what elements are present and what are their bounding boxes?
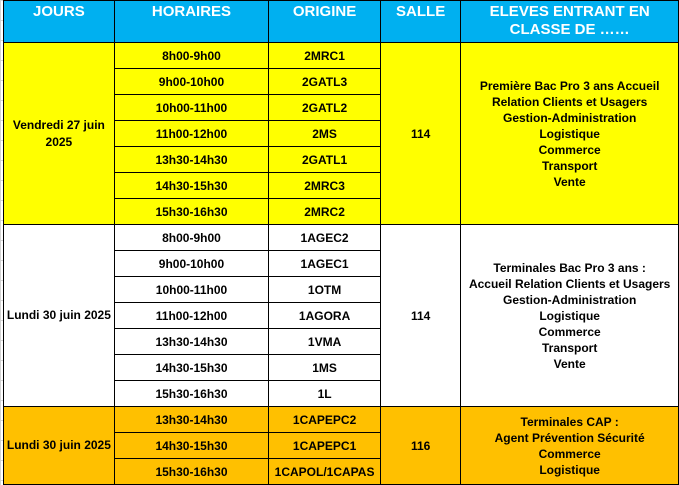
horaire-cell[interactable]: 8h00-9h00 bbox=[114, 43, 268, 69]
origine-cell[interactable]: 1MS bbox=[269, 355, 381, 381]
header-eleves-line1: ELEVES ENTRANT EN bbox=[489, 3, 650, 20]
class-line: Logistique bbox=[539, 462, 600, 477]
class-line: Accueil Relation Clients et Usagers bbox=[468, 276, 671, 291]
header-horaires[interactable]: HORAIRES bbox=[114, 1, 268, 43]
origine-cell[interactable]: 1OTM bbox=[269, 277, 381, 303]
horaire-cell[interactable]: 10h00-11h00 bbox=[114, 95, 268, 121]
origine-cell[interactable]: 2MRC3 bbox=[269, 173, 381, 199]
class-line: Commerce bbox=[538, 142, 601, 157]
salle-cell[interactable]: 114 bbox=[380, 225, 460, 407]
origine-cell[interactable]: 2MS bbox=[269, 121, 381, 147]
origine-cell[interactable]: 2GATL2 bbox=[269, 95, 381, 121]
horaire-cell[interactable]: 14h30-15h30 bbox=[114, 355, 268, 381]
class-line: Logistique bbox=[539, 308, 600, 323]
origine-cell[interactable]: 2MRC2 bbox=[269, 199, 381, 225]
horaire-cell[interactable]: 9h00-10h00 bbox=[114, 251, 268, 277]
horaire-cell[interactable]: 15h30-16h30 bbox=[114, 459, 268, 485]
salle-cell[interactable]: 116 bbox=[380, 407, 460, 485]
classes-cell[interactable] bbox=[461, 43, 679, 225]
class-line: Vente bbox=[553, 174, 586, 189]
horaire-cell[interactable]: 9h00-10h00 bbox=[114, 69, 268, 95]
class-line: Transport bbox=[541, 158, 598, 173]
header-jours[interactable]: JOURS bbox=[4, 1, 115, 43]
class-line: Commerce bbox=[538, 324, 601, 339]
header-row bbox=[4, 1, 679, 43]
horaire-cell[interactable]: 13h30-14h30 bbox=[114, 147, 268, 173]
origine-cell[interactable]: 1VMA bbox=[269, 329, 381, 355]
origine-cell[interactable]: 1L bbox=[269, 381, 381, 407]
class-line: Gestion-Administration bbox=[502, 110, 637, 125]
header-salle[interactable]: SALLE bbox=[380, 1, 460, 43]
class-line: Relation Clients et Usagers bbox=[491, 94, 648, 109]
origine-cell[interactable]: 1CAPEPC1 bbox=[269, 433, 381, 459]
horaire-cell[interactable]: 15h30-16h30 bbox=[114, 199, 268, 225]
horaire-cell[interactable]: 10h00-11h00 bbox=[114, 277, 268, 303]
day-cell[interactable] bbox=[4, 225, 115, 407]
class-line: Transport bbox=[541, 340, 598, 355]
horaire-cell[interactable]: 8h00-9h00 bbox=[114, 225, 268, 251]
day-line1: Vendredi 27 juin bbox=[12, 117, 105, 132]
header-eleves-line2: CLASSE DE …… bbox=[509, 21, 630, 38]
schedule-table bbox=[3, 0, 679, 485]
class-line: Terminales CAP : bbox=[520, 414, 619, 429]
origine-cell[interactable]: 2GATL1 bbox=[269, 147, 381, 173]
horaire-cell[interactable]: 13h30-14h30 bbox=[114, 329, 268, 355]
origine-cell[interactable]: 1AGEC1 bbox=[269, 251, 381, 277]
header-origine[interactable]: ORIGINE bbox=[269, 1, 381, 43]
classes-cell[interactable] bbox=[461, 225, 679, 407]
salle-cell[interactable]: 114 bbox=[380, 43, 460, 225]
origine-cell[interactable]: 1AGEC2 bbox=[269, 225, 381, 251]
class-line: Logistique bbox=[539, 126, 600, 141]
class-line: Agent Prévention Sécurité bbox=[494, 430, 645, 445]
class-line: Gestion-Administration bbox=[502, 292, 637, 307]
horaire-cell[interactable]: 11h00-12h00 bbox=[114, 121, 268, 147]
table-row bbox=[4, 225, 679, 251]
horaire-cell[interactable]: 13h30-14h30 bbox=[114, 407, 268, 433]
horaire-cell[interactable]: 14h30-15h30 bbox=[114, 433, 268, 459]
day-cell[interactable] bbox=[4, 407, 115, 485]
header-eleves[interactable] bbox=[461, 1, 679, 43]
table-row bbox=[4, 43, 679, 69]
day-line2: 2025 bbox=[45, 134, 73, 149]
day-line1: Lundi 30 juin 2025 bbox=[6, 438, 111, 452]
origine-cell[interactable]: 2MRC1 bbox=[269, 43, 381, 69]
origine-cell[interactable]: 1CAPEPC2 bbox=[269, 407, 381, 433]
day-cell[interactable] bbox=[4, 43, 115, 225]
schedule-body bbox=[4, 43, 679, 485]
origine-cell[interactable]: 1CAPOL/1CAPAS bbox=[269, 459, 381, 485]
horaire-cell[interactable]: 14h30-15h30 bbox=[114, 173, 268, 199]
class-line: Commerce bbox=[538, 446, 601, 461]
class-line: Terminales Bac Pro 3 ans : bbox=[493, 260, 646, 275]
origine-cell[interactable]: 2GATL3 bbox=[269, 69, 381, 95]
origine-cell[interactable]: 1AGORA bbox=[269, 303, 381, 329]
class-line: Première Bac Pro 3 ans Accueil bbox=[479, 78, 660, 93]
day-line1: Lundi 30 juin 2025 bbox=[6, 308, 111, 322]
classes-cell[interactable] bbox=[461, 407, 679, 485]
class-line: Vente bbox=[553, 356, 586, 371]
horaire-cell[interactable]: 11h00-12h00 bbox=[114, 303, 268, 329]
horaire-cell[interactable]: 15h30-16h30 bbox=[114, 381, 268, 407]
table-row bbox=[4, 407, 679, 433]
